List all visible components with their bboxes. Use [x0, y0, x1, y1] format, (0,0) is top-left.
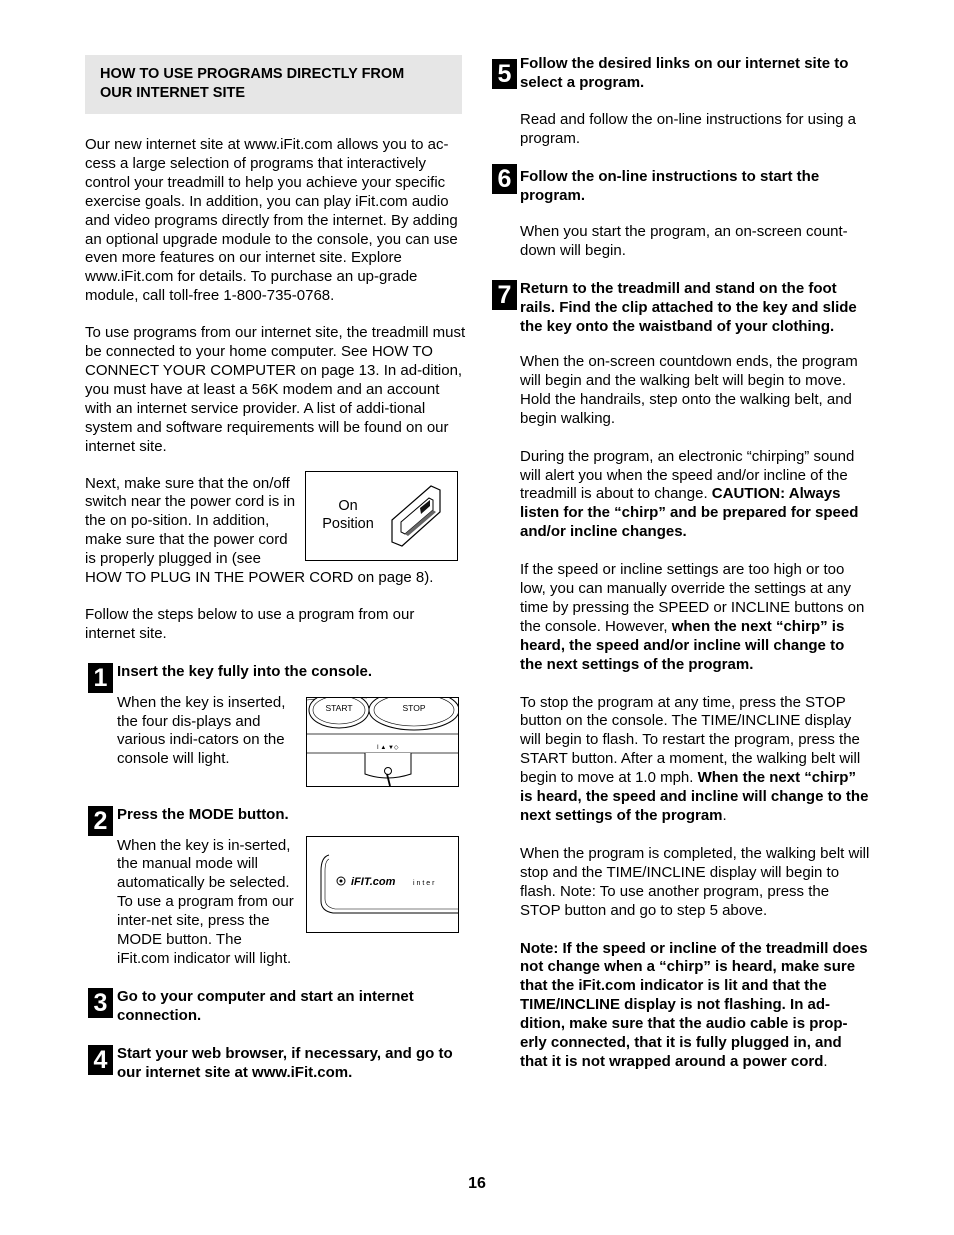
step-4: [85, 1045, 467, 1083]
ifit-indicator-illustration: [307, 837, 458, 932]
step-5-title: Follow the desired links on our internet site to select a program.: [520, 55, 849, 91]
step-number-2: 2: [88, 806, 113, 836]
note-text: Note: If the speed or incline of the treadmill does not change when a “chirp” is heard, make sure that the iFit.com indicator is lit and that the TIME/INCLINE display is not flashing. In ad-dition, make sure that the audio cable is prop-erly connected, that it is fully plugged in, and that it is not wrapped around a power cord: [520, 939, 868, 1070]
stop-warning: When the next “chirp” is heard, the speed and incline will change to the next settings of the program: [520, 769, 869, 824]
stop-period: .: [722, 807, 727, 824]
step-7-body: When the on-screen countdown ends, the program will begin and the walking belt will begin to move. Hold the handrails, step onto the walking belt, and begin walking.: [520, 352, 858, 427]
on-position-figure: [305, 471, 458, 561]
stop-paragraph: [520, 694, 870, 826]
step-7: [492, 280, 870, 1072]
step-number-5: 5: [492, 59, 517, 89]
stop-text: To stop the program at any time, press the STOP button on the console. The TIME/INCLINE display will begin to flash. To restart the program, press the START button. After a moment, the walking belt will begin to move at 1.0 mph.: [520, 693, 861, 787]
intro-paragraph: Our new internet site at www.iFit.com allows you to ac-cess a large selection of programs that interactively control your treadmill to help you achieve your specific exercise goals. In addition, you can play iFit.com audio and video programs directly from the internet. By adding an optional upgrade module to the console, you can use even more features on our internet site. Explore www.iFit.com for details. To purchase an up-grade module, call toll-free 1-800-735-0768.: [85, 136, 458, 305]
step-1: [85, 663, 467, 787]
step-number-7: 7: [492, 280, 517, 310]
power-cord-reference: HOW TO PLUG IN THE POWER CORD on page 8).: [85, 569, 434, 587]
console-illustration: [307, 698, 458, 786]
left-column: [85, 55, 467, 1083]
step-2-title: Press the MODE button.: [117, 805, 289, 823]
step-number-3: 3: [88, 988, 113, 1018]
steps-intro: Follow the steps below to use a program from our internet site.: [85, 605, 415, 642]
step-5: [492, 55, 870, 149]
step-number-1: 1: [88, 663, 113, 693]
step-3: [85, 988, 467, 1026]
on-label: On: [338, 497, 358, 514]
step-4-title: Start your web browser, if necessary, and go to our internet site at www.iFit.com.: [117, 1044, 453, 1081]
note-paragraph: [520, 940, 870, 1072]
power-switch-block: [85, 475, 467, 570]
stop-label: STOP: [402, 702, 426, 713]
note-period: .: [823, 1052, 828, 1070]
step-number-4: 4: [88, 1045, 113, 1075]
step-1-body: When the key is inserted, the four dis-plays and various indi-cators on the console will light.: [117, 693, 286, 768]
chirp-paragraph: [520, 448, 870, 543]
step-6-title: Follow the on-line instructions to start the program.: [520, 167, 820, 204]
step-1-title: Insert the key fully into the console.: [117, 662, 373, 680]
power-switch-paragraph: Next, make sure that the on/off switch near the power cord is in the on po-sition. In addition, make sure that the power cord is properly plugged in (see: [85, 474, 296, 568]
step-3-title: Go to your computer and start an internet connection.: [117, 987, 414, 1024]
override-paragraph: [520, 561, 870, 674]
indicator-marks: I ▲ ▼◇: [377, 744, 399, 751]
step-2-body: When the key is in-serted, the manual mode will automatically be selected. To use a program from our inter-net site, press the MODE button. The iFit.com indicator will light.: [117, 836, 294, 967]
power-switch-illustration: [306, 472, 457, 560]
console-keys-figure: [306, 697, 459, 787]
heading-line-2: OUR INTERNET SITE: [100, 85, 246, 101]
section-heading: [85, 55, 462, 114]
rocker-switch-icon: [392, 486, 440, 546]
start-label: START: [325, 702, 353, 713]
chirp-caution: CAUTION: Always listen for the “chirp” and be prepared for speed and/or incline changes.: [520, 485, 859, 541]
page-number: 16: [468, 1175, 486, 1192]
key-slot-icon: [365, 753, 411, 786]
ifit-tail-text: i n t e r: [413, 879, 435, 887]
chirp-text: During the program, an electronic “chirping” sound will alert you when the speed and/or incline of the treadmill is about to change.: [520, 447, 855, 503]
ifit-logo-text: iFIT.com: [351, 875, 396, 888]
step-number-6: 6: [492, 164, 517, 194]
completion-paragraph: When the program is completed, the walking belt will stop and the TIME/INCLINE display will begin to flash. Note: To use another program, press the STOP button and go to step 5 above.: [520, 844, 870, 919]
step-2: [85, 806, 467, 969]
right-column: [492, 55, 870, 1072]
heading-line-1: HOW TO USE PROGRAMS DIRECTLY FROM: [100, 66, 405, 82]
override-text: If the speed or incline settings are too high or too low, you can manually override the settings at any time by pressing the SPEED or INCLINE buttons on the console. However,: [520, 561, 865, 635]
step-5-body: Read and follow the on-line instructions for using a program.: [520, 110, 857, 147]
ifit-display-figure: [306, 836, 459, 933]
step-7-title: Return to the treadmill and stand on the foot rails. Find the clip attached to the key and slide the key onto the waistband of your clothing.: [520, 280, 857, 336]
step-6: [492, 164, 870, 262]
step-6-body: When you start the program, an on-screen count-down will begin.: [520, 223, 848, 260]
position-label: Position: [322, 515, 374, 532]
connection-paragraph: To use programs from our internet site, the treadmill must be connected to your home computer. See HOW TO CONNECT YOUR COMPUTER on page 13. In ad-dition, you must have at least a 56K modem and an account with an internet service provider. A list of addi-tional system and software requirements will be found on our internet site.: [85, 324, 466, 455]
override-warning: when the next “chirp” is heard, the speed and/or incline will change to the next settings of the program.: [520, 617, 845, 673]
